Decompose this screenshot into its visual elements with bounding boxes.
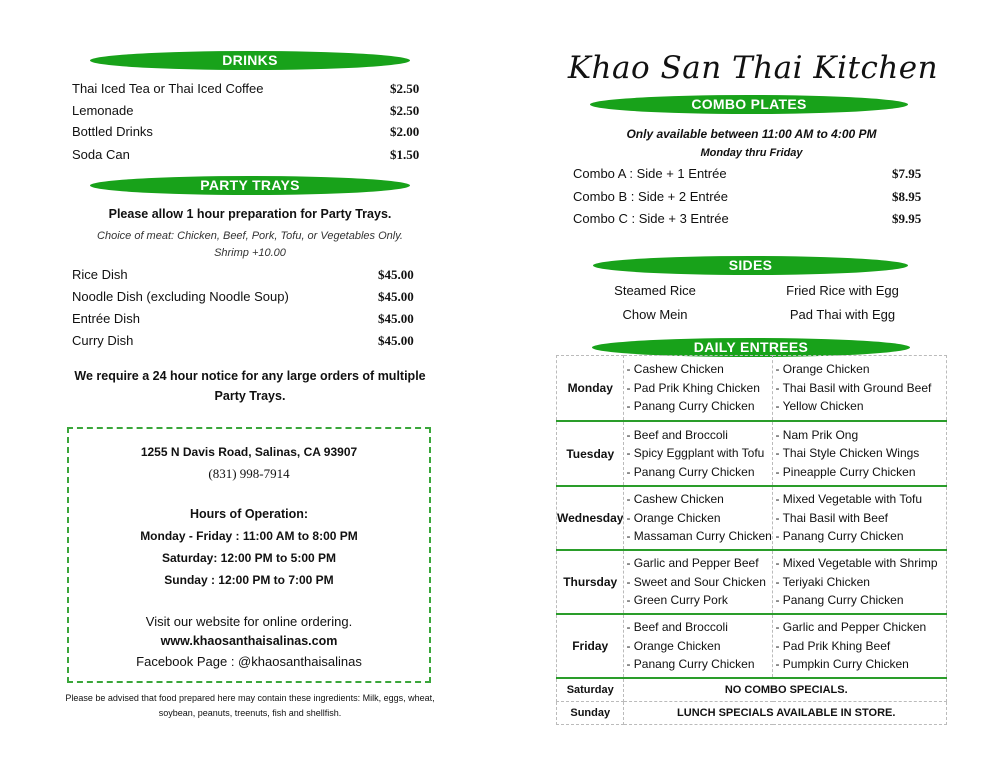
address: 1255 N Davis Road, Salinas, CA 93907 xyxy=(140,445,358,459)
party-item-name: Rice Dish xyxy=(72,267,128,282)
entree-item: - Pad Prik Khing Beef xyxy=(775,638,891,653)
drink-item-price: $2.00 xyxy=(390,124,420,139)
party-trays-header: PARTY TRAYS xyxy=(90,176,410,195)
entree-item: - Panang Curry Chicken xyxy=(626,464,755,479)
drink-item-name: Lemonade xyxy=(72,103,134,118)
entree-item: - Orange Chicken xyxy=(626,638,721,653)
day-cell-sunday: Sunday xyxy=(557,702,624,725)
drink-item-name: Soda Can xyxy=(72,147,130,162)
website-text: Visit our website for online ordering. xyxy=(145,614,353,629)
allergy-notice-2: soybean, peanuts, treenuts, fish and shellfish. xyxy=(158,708,342,718)
party-shrimp-note: Shrimp +10.00 xyxy=(214,247,286,259)
entree-item: - Green Curry Pork xyxy=(626,593,728,608)
entree-item: - Yellow Chicken xyxy=(775,399,864,414)
day-cell: Monday xyxy=(557,356,624,422)
entree-item: - Cashew Chicken xyxy=(626,362,724,377)
entree-item: - Garlic and Pepper Beef xyxy=(626,556,759,571)
table-row xyxy=(557,356,947,422)
entree-item: - Pad Prik Khing Chicken xyxy=(626,380,760,395)
entree-item: - Beef and Broccoli xyxy=(626,427,728,442)
table-row xyxy=(557,702,947,725)
entree-item: - Cashew Chicken xyxy=(626,492,724,507)
large-order-notice-2: Party Trays. xyxy=(214,389,286,403)
party-notice: Please allow 1 hour preparation for Party Trays. xyxy=(108,207,392,221)
entree-item: - Orange Chicken xyxy=(775,362,870,377)
combo-days: Monday thru Friday xyxy=(700,147,803,159)
table-row xyxy=(557,421,947,486)
drink-item-price: $1.50 xyxy=(390,147,420,162)
party-item-price: $45.00 xyxy=(378,311,414,326)
entree-item: - Panang Curry Chicken xyxy=(775,529,904,544)
table-row xyxy=(557,678,947,702)
restaurant-title: Khao San Thai Kitchen xyxy=(567,50,939,86)
combo-availability: Only available between 11:00 AM to 4:00 PM xyxy=(626,127,877,141)
party-item-price: $45.00 xyxy=(378,267,414,282)
party-item-name: Noodle Dish (excluding Noodle Soup) xyxy=(72,289,289,304)
entree-item: - Garlic and Pepper Chicken xyxy=(775,620,927,635)
large-order-notice: We require a 24 hour notice for any large orders of multiple xyxy=(74,369,426,383)
facebook-page[interactable]: Facebook Page : @khaosanthaisalinas xyxy=(136,654,362,669)
allergy-notice: Please be advised that food prepared here may contain these ingredients: Milk, eggs, wheat, xyxy=(65,693,435,703)
entree-item: - Panang Curry Chicken xyxy=(775,593,904,608)
table-row xyxy=(557,486,947,550)
daily-entrees-header: DAILY ENTREES xyxy=(592,338,910,357)
side-item: Pad Thai with Egg xyxy=(789,307,896,322)
hours-saturday: Saturday: 12:00 PM to 5:00 PM xyxy=(161,551,337,565)
hours-title: Hours of Operation: xyxy=(189,507,309,521)
drink-item-name: Bottled Drinks xyxy=(72,124,153,139)
day-cell: Thursday xyxy=(557,550,624,614)
party-meat-choice: Choice of meat: Chicken, Beef, Pork, Tofu, or Vegetables Only. xyxy=(97,230,403,242)
day-cell-saturday: Saturday xyxy=(557,678,624,702)
lunch-specials-note: LUNCH SPECIALS AVAILABLE IN STORE. xyxy=(624,702,947,725)
day-cell: Friday xyxy=(557,614,624,678)
hours-weekday: Monday - Friday : 11:00 AM to 8:00 PM xyxy=(140,529,358,543)
entree-item: - Pineapple Curry Chicken xyxy=(775,464,916,479)
combo-item-price: $7.95 xyxy=(892,166,922,181)
entree-item: - Mixed Vegetable with Shrimp xyxy=(775,556,938,571)
combo-plates-header: COMBO PLATES xyxy=(590,95,908,114)
side-item: Chow Mein xyxy=(622,307,688,322)
party-item-name: Curry Dish xyxy=(72,333,134,348)
phone: (831) 998-7914 xyxy=(208,466,290,481)
entree-item: - Panang Curry Chicken xyxy=(626,399,755,414)
entree-item: - Spicy Eggplant with Tofu xyxy=(626,446,765,461)
entree-item: - Thai Basil with Ground Beef xyxy=(775,380,932,395)
party-item-price: $45.00 xyxy=(378,333,414,348)
combo-item-price: $8.95 xyxy=(892,189,922,204)
drinks-header: DRINKS xyxy=(90,51,410,70)
entree-item: - Massaman Curry Chicken xyxy=(626,529,772,544)
party-item-price: $45.00 xyxy=(378,289,414,304)
combo-item-name: Combo C : Side + 3 Entrée xyxy=(573,211,729,226)
entree-item: - Pumpkin Curry Chicken xyxy=(775,657,909,672)
drink-item-name: Thai Iced Tea or Thai Iced Coffee xyxy=(72,81,264,96)
table-row xyxy=(557,614,947,678)
drink-item-price: $2.50 xyxy=(390,103,420,118)
drink-item-price: $2.50 xyxy=(390,81,420,96)
hours-sunday: Sunday : 12:00 PM to 7:00 PM xyxy=(164,573,334,587)
side-item: Steamed Rice xyxy=(614,283,696,298)
party-item-name: Entrée Dish xyxy=(72,311,140,326)
sides-header: SIDES xyxy=(593,256,908,275)
entree-item: - Nam Prik Ong xyxy=(775,427,859,442)
daily-entrees-table xyxy=(556,355,947,725)
no-combo-note: NO COMBO SPECIALS. xyxy=(624,678,947,702)
combo-item-name: Combo B : Side + 2 Entrée xyxy=(573,189,729,204)
entree-item: - Beef and Broccoli xyxy=(626,620,728,635)
entree-item: - Orange Chicken xyxy=(626,510,721,525)
entree-item: - Teriyaki Chicken xyxy=(775,574,870,589)
entree-item: - Sweet and Sour Chicken xyxy=(626,574,766,589)
website-link[interactable]: www.khaosanthaisalinas.com xyxy=(160,634,338,648)
entree-item: - Mixed Vegetable with Tofu xyxy=(775,492,922,507)
day-cell: Tuesday xyxy=(557,421,624,486)
entree-item: - Thai Basil with Beef xyxy=(775,510,888,525)
entree-item: - Panang Curry Chicken xyxy=(626,657,755,672)
side-item: Fried Rice with Egg xyxy=(786,283,899,298)
combo-item-price: $9.95 xyxy=(892,211,922,226)
table-row xyxy=(557,550,947,614)
combo-item-name: Combo A : Side + 1 Entrée xyxy=(573,166,727,181)
day-cell: Wednesday xyxy=(557,486,624,550)
entree-item: - Thai Style Chicken Wings xyxy=(775,446,920,461)
